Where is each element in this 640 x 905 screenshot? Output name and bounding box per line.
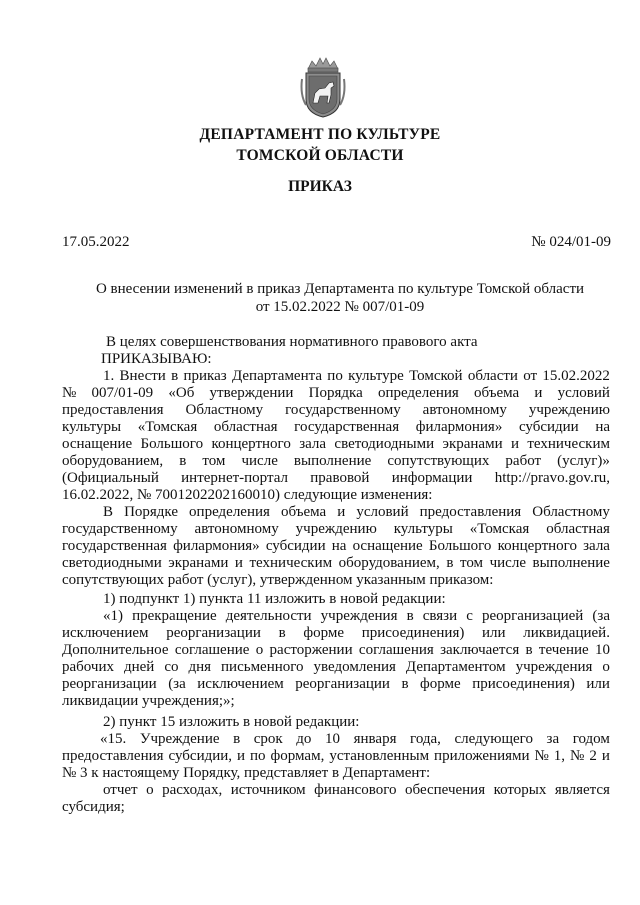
body-line: В Порядке определения объема и условий предоставления Областному (103, 504, 610, 520)
body-line: № 3 к настоящему Порядку, представляет в Департамент: (62, 765, 431, 781)
body-line: предоставления Областному государственному автономному учреждению (62, 402, 610, 418)
subject-line: О внесении изменений в приказ Департамента по культуре Томской области (95, 281, 585, 297)
body-line: оборудованием, в том числе выполнение сопутствующих работ (услуг)» (62, 453, 610, 469)
body-line: «1) прекращение деятельности учреждения в связи с реорганизацией (за (103, 608, 610, 624)
body-line: 1. Внести в приказ Департамента по культуре Томской области от 15.02.2022 (103, 368, 610, 384)
body-line: субсидия; (62, 799, 125, 815)
body-line: ПРИКАЗЫВАЮ: (101, 351, 212, 367)
body-line: Дополнительное соглашение о расторжении соглашения заключается в течение 10 (62, 642, 610, 658)
body-line: отчет о расходах, источником финансового обеспечения которых является (103, 782, 610, 798)
coat-of-arms-icon (298, 55, 348, 119)
body-line: «15. Учреждение в срок до 10 января года, следующего за годом (100, 731, 610, 747)
body-line: государственному автономному учреждению культуры «Томская областная (62, 521, 610, 537)
body-line: (Официальный интернет-портал правовой информации http://pravo.gov.ru, (62, 470, 610, 486)
body-line: государственная филармония» субсидии на оснащение Большого концертного зала (62, 538, 610, 554)
body-line: 16.02.2022, № 7001202202160010) следующие изменения: (62, 487, 433, 503)
document-number: № 024/01-09 (531, 234, 611, 250)
body-line: 2) пункт 15 изложить в новой редакции: (103, 714, 360, 730)
body-line: № 007/01-09 «Об утверждении Порядка определения объема и условий (62, 385, 610, 401)
body-line: предоставления субсидии, и по формам, установленным приложениями № 1, № 2 и (62, 748, 610, 764)
body-line: сопутствующих работ (услуг), утвержденном указанным приказом: (62, 572, 494, 588)
body-line: исключением реорганизации в форме присоединения) или ликвидацией. (62, 625, 610, 641)
body-line: ликвидации учреждения;»; (62, 693, 235, 709)
org-name-line1: ДЕПАРТАМЕНТ ПО КУЛЬТУРЕ (199, 126, 441, 143)
document-type: ПРИКАЗ (288, 178, 352, 195)
org-name-line2: ТОМСКОЙ ОБЛАСТИ (236, 147, 404, 164)
document-date: 17.05.2022 (62, 234, 130, 250)
body-line: оснащение Большого концертного зала светодиодными экранами и техническим (62, 436, 610, 452)
body-line: светодиодными экранами и техническим оборудованием, в том числе выполнение (62, 555, 610, 571)
body-line: культуры «Томская областная государственная филармония» субсидии на (62, 419, 610, 435)
body-line: 1) подпункт 1) пункта 11 изложить в новой редакции: (103, 591, 446, 607)
subject-line: от 15.02.2022 № 007/01-09 (255, 299, 425, 315)
body-line: реорганизации (за исключением реорганизации в форме присоединения) или (62, 676, 610, 692)
body-line: В целях совершенствования нормативного правового акта (106, 334, 478, 350)
body-line: рабочих дней со дня письменного уведомления Департаментом учреждения о (62, 659, 610, 675)
